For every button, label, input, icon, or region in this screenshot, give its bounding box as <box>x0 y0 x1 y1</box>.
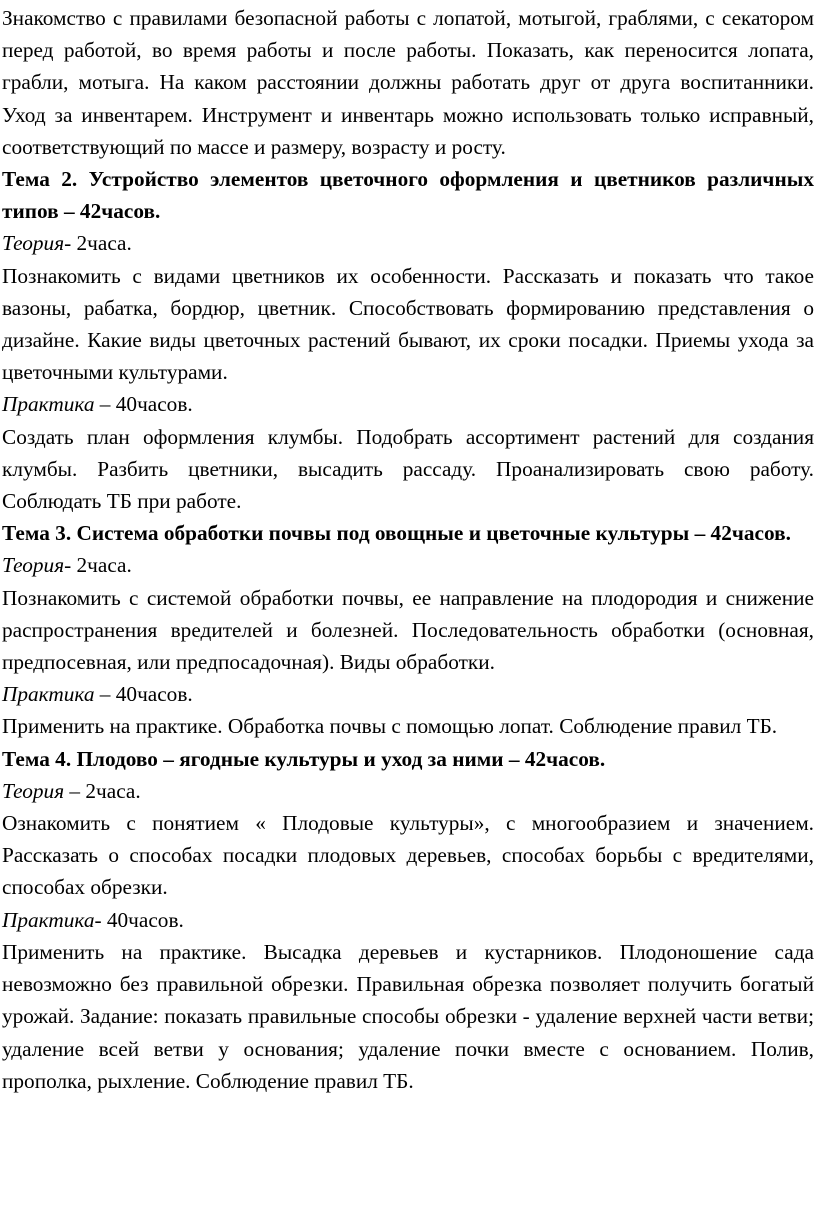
practice-hours: – 40часов. <box>94 682 193 707</box>
practice-hours: - 40часов. <box>94 907 184 932</box>
topic-3-theory-text: Познакомить с системой обработки почвы, ее направление на плодородия и снижение распространения вредителей и болезней. Последовательность обработки (основная, предпосевная, или предпосадочная). Виды обработки. <box>2 585 814 675</box>
topic-4-practice-text: Применить на практике. Высадка деревьев и кустарников. Плодоношение сада невозможно без правильной обрезки. Правильная обрезка позволяет получить богатый урожай. Задание: показать правильные способы обрезки - удаление верхней части ветви; удаление всей ветви у основания; удаление почки вместе с основанием. Полив, прополка, рыхление. Соблюдение правил ТБ. <box>2 939 814 1093</box>
theory-label: Теория <box>2 553 65 578</box>
topic-2-theory-line <box>2 227 814 259</box>
topic-3-practice-text: Применить на практике. Обработка почвы с помощью лопат. Соблюдение правил ТБ. <box>2 714 778 739</box>
topic-2-practice-line <box>2 388 814 420</box>
practice-label: Практика <box>2 682 95 707</box>
topic-2-practice-text: Создать план оформления клумбы. Подобрать ассортимент растений для создания клумбы. Разбить цветники, высадить рассаду. Проанализировать свою работу. Соблюдать ТБ при работе. <box>2 424 814 514</box>
theory-hours: - 2часа. <box>64 553 132 578</box>
topic-2-heading: Тема 2. Устройство элементов цветочного оформления и цветников различных типов – 42часов. <box>2 167 814 224</box>
theory-hours: – 2часа. <box>64 778 141 803</box>
practice-label: Практика <box>2 907 95 932</box>
theory-label: Теория <box>2 778 65 803</box>
topic-2-theory-text: Познакомить с видами цветников их особенности. Рассказать и показать что такое вазоны, рабатка, бордюр, цветник. Способствовать формированию представления о дизайне. Какие виды цветочных растений бывают, их сроки посадки. Приемы ухода за цветочными культурами. <box>2 263 814 385</box>
topic-3-theory-line <box>2 549 814 581</box>
practice-hours: – 40часов. <box>94 392 193 417</box>
theory-label: Теория <box>2 231 65 256</box>
topic-4-theory-line <box>2 775 814 807</box>
topic-3-heading: Тема 3. Система обработки почвы под овощные и цветочные культуры – 42часов. <box>2 521 791 546</box>
topic-3-practice-line <box>2 678 814 710</box>
topic-4-theory-text: Ознакомить с понятием « Плодовые культуры», с многообразием и значением. Рассказать о способах посадки плодовых деревьев, способах борьбы с вредителями, способах обрезки. <box>2 811 814 900</box>
topic-4-practice-line <box>2 904 814 936</box>
intro-paragraph: Знакомство с правилами безопасной работы с лопатой, мотыгой, граблями, с секатором перед работой, во время работы и после работы. Показать, как переносится лопата, грабли, мотыга. На каком расстоянии должны работать друг от друга воспитанники. Уход за инвентарем. Инструмент и инвентарь можно использовать только исправный, соответствующий по массе и размеру, возрасту и росту. <box>2 6 814 159</box>
theory-hours: - 2часа. <box>64 231 132 256</box>
practice-label: Практика <box>2 392 95 417</box>
topic-4-heading: Тема 4. Плодово – ягодные культуры и уход за ними – 42часов. <box>2 746 606 771</box>
